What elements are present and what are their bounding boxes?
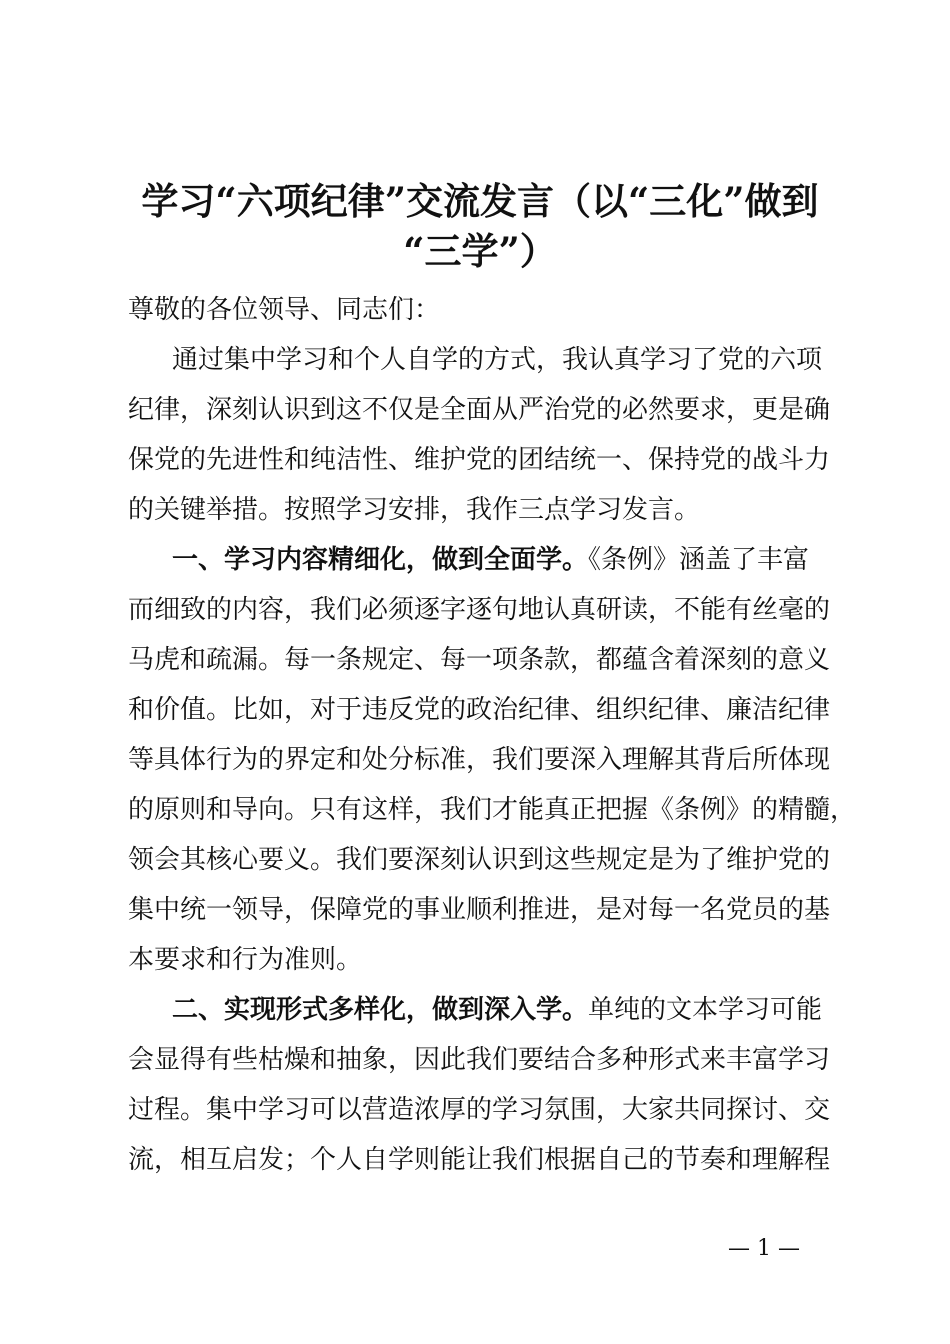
section-1-line: 等具体行为的界定和处分标准，我们要深入理解其背后所体现	[128, 745, 831, 775]
section-2-heading: 二、实现形式多样化，做到深入学。	[172, 995, 589, 1025]
section-1-line: 领会其核心要义。我们要深刻认识到这些规定是为了维护党的	[128, 845, 831, 875]
intro-line: 的关键举措。按照学习安排，我作三点学习发言。	[128, 495, 701, 525]
section-1-line: 而细致的内容，我们必须逐字逐句地认真研读，不能有丝毫的	[128, 595, 831, 625]
salutation: 尊敬的各位领导、同志们：	[128, 295, 441, 325]
title-line-2: “三学”）	[403, 229, 557, 273]
section-1-line: 的原则和导向。只有这样，我们才能真正把握《条例》的精髓，	[128, 795, 857, 825]
document-title	[120, 176, 840, 276]
section-1-line: 本要求和行为准则。	[128, 945, 363, 975]
section-1-line: 集中统一领导，保障党的事业顺利推进，是对每一名党员的基	[128, 895, 831, 925]
page-number: — 1 —	[728, 1236, 800, 1261]
intro-line: 纪律，深刻认识到这不仅是全面从严治党的必然要求，更是确	[128, 395, 831, 425]
section-1-line: 马虎和疏漏。每一条规定、每一项条款，都蕴含着深刻的意义	[128, 645, 831, 675]
section-1-first-line	[128, 535, 838, 585]
section-2-first-line	[128, 985, 838, 1035]
section-2-line: 过程。集中学习可以营造浓厚的学习氛围，大家共同探讨、交	[128, 1095, 831, 1125]
section-2-text: 单纯的文本学习可能	[588, 995, 823, 1025]
document-body	[128, 285, 857, 1185]
title-line-1: 学习“六项纪律”交流发言（以“三化”做到	[141, 179, 819, 223]
intro-line: 通过集中学习和个人自学的方式，我认真学习了党的六项	[172, 345, 823, 375]
section-1-text: 《条例》涵盖了丰富	[588, 545, 810, 575]
section-2-line: 会显得有些枯燥和抽象，因此我们要结合多种形式来丰富学习	[128, 1045, 831, 1075]
section-1-heading: 一、学习内容精细化，做到全面学。	[172, 545, 589, 575]
section-1-line: 和价值。比如，对于违反党的政治纪律、组织纪律、廉洁纪律	[128, 695, 831, 725]
intro-line: 保党的先进性和纯洁性、维护党的团结统一、保持党的战斗力	[128, 445, 831, 475]
section-2-line: 流，相互启发；个人自学则能让我们根据自己的节奏和理解程	[128, 1145, 831, 1175]
